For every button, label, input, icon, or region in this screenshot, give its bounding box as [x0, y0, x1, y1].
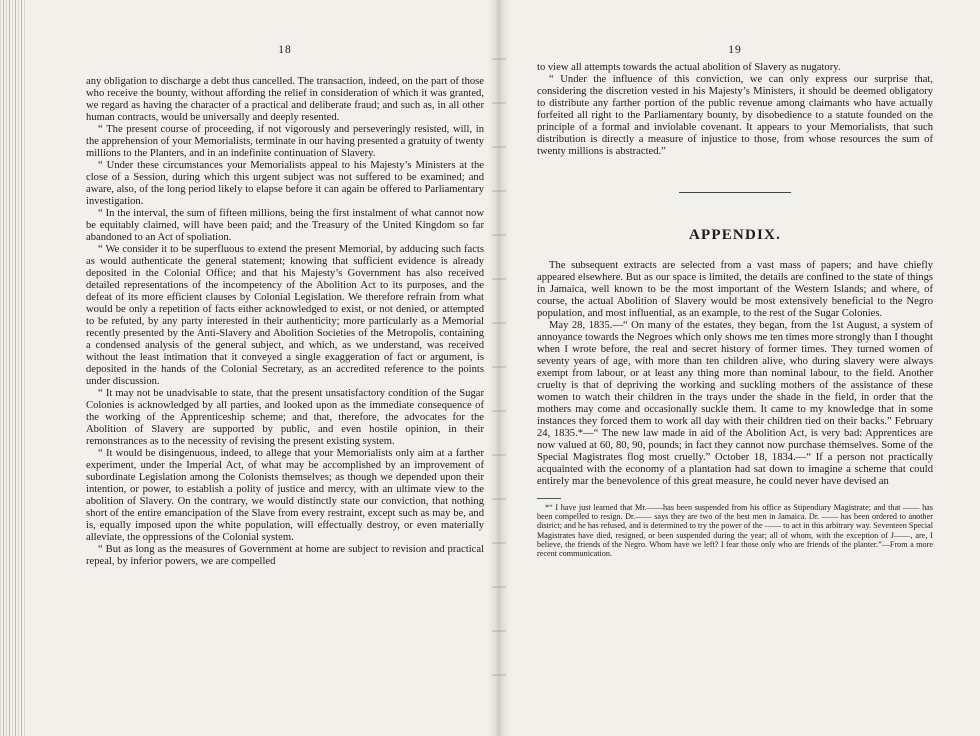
section-divider	[679, 192, 791, 193]
paragraph: “ It may not be unadvisable to state, that the present unsatisfactory condition of the Sugar Colonies is acknowledged by all parties, and looked upon as the immediate consequence of the working of the Apprenticeship scheme; and that, therefore, the advocates for the Abolition of Slavery are supported by public, and even hostile opinion, in their remonstrances as to the necessity of revising the present existing system.	[86, 388, 484, 447]
page-stack-edge	[0, 0, 26, 736]
paragraph: any obligation to discharge a debt thus cancelled. The transaction, indeed, on the part of those who receive the bounty, without affording the relief in consideration of which it was granted, we regard as having the character of a practical and deliberate fraud; and such as, in all other human contracts, would be universally and deeply resented.	[86, 76, 484, 123]
paragraph: “ Under these circumstances your Memorialists appeal to his Majesty’s Ministers at the close of a Session, during which this urgent subject was not suffered to be examined; and aware, also, of the long period likely to elapse before it can again be offered to Parliamentary investigation.	[86, 160, 484, 207]
footnote	[537, 498, 933, 558]
appendix-paragraph: May 28, 1835.—“ On many of the estates, they began, from the 1st August, a system of annoyance towards the Negroes which only shows me ten times more strongly than I thought when I wrote before, the real and secret history of former times. They turned women of seventy years of age, with more than ten children alive, who during slavery were always exempt from labour, or at least any thing more than nominal labour, to the field. Another cruelty is that of depriving the working and suckling mothers of the assistance of these women to watch their children in the trays under the shade in the field, in order that the mothers may come and occasionally suckle them. It came to my knowledge that in some instances they forced them to work all day with their children tied on their backs.” February 24, 1835.*—“ The new law made in aid of the Abolition Act, is very bad: Apprentices are now valued at 60, 80, 90, pounds; in fact they cannot now purchase themselves. Some of the Special Magistrates flog most cruelly.” October 18, 1834.—“ If a person not practically acquainted with the economy of a plantation had sat down to imagine a scheme that could entirely mar the benevolence of this great measure, he could never have devised an	[537, 320, 933, 487]
right-page-text	[537, 62, 933, 488]
paragraph: to view all attempts towards the actual abolition of Slavery as nugatory.	[537, 62, 841, 73]
appendix-paragraph: The subsequent extracts are selected from a vast mass of papers; and have chiefly appeared elsewhere. But as our space is limited, the details are confined to the state of things in Jamaica, well known to be the most important of the Western Islands; and where, of course, the actual Abolition of Slavery would be most extensively beneficial to the Negro population, and most influential, as an example, to the rest of the Sugar Colonies.	[537, 260, 933, 319]
footnote-rule	[537, 498, 561, 499]
page-number-left: 18	[278, 44, 292, 56]
page-number-right: 19	[728, 44, 742, 56]
paragraph: “ In the interval, the sum of fifteen millions, being the first instalment of what cannot now be equitably claimed, will have been paid; and the Treasury of the United Kingdom so far abandoned to an Act of spoliation.	[86, 208, 484, 243]
paragraph: “ We consider it to be superfluous to extend the present Memorial, by adducing such facts as would authenticate the general statement; knowing that sufficient evidence is already deposited in the Colonial Office; and that his Majesty’s Government has also received detailed representations of the incompetency of the Abolition Act to its purposes, and the defeat of its more efficient clauses by Colonial Legislation. We therefore refrain from what would be only a repetition of facts either acknowledged to exist, or not denied, or attempted to be refuted, by any party interested in their authenticity; more particularly as a Memorial recently presented by the Anti-Slavery and Abolition Societies of the Metropolis, containing a condensed analysis of the general subject, and which, as we understand, was received without the least intimation that it conveyed a single exaggeration of fact or argument, is deposited in the hands of the Colonial Secretary, as an accredited reference to the points under discussion.	[86, 244, 484, 387]
paragraph: “ Under the influence of this conviction, we can only express our surprise that, considering the discretion vested in his Majesty’s Ministers, it should be deemed obligatory to distribute any farther portion of the public revenue among claimants who have actually forfeited all right to the Parliamentary bounty, by disobedience to a statute founded on the principle of a formal and inviolable covenant. It appears to your Memorialists, that such distribution is directly a measure of injustice to those, from whose resources the sum of twenty millions is abstracted.”	[537, 74, 933, 157]
footnote-text: *“ I have just learned that Mr.——has been suspended from his office as Stipendiary Magistrate; and that —— has been compelled to resign. Dr.—— says they are two of the best men in Jamaica. Dr. —— has been ordered to another district; and he has refused, and is determined to try the power of the —— to act in this arbitrary way. Seventeen Special Magistrates have died, resigned, or been suspended during the year; all of whom, with the exception of J——, are, I believe, the friends of the Negro. Whom have we left? I fear those only who are friends of the planter.”—From a more recent communication.	[537, 503, 933, 559]
gutter-shadow	[492, 40, 506, 700]
paragraph: “ But as long as the measures of Government at home are subject to revision and practical repeal, by inferior powers, we are compelled	[86, 544, 484, 567]
paragraph: “ The present course of proceeding, if not vigorously and perseveringly resisted, will, in the apprehension of your Memorialists, terminate in our having presented a gratuity of twenty millions to the Planters, and in an indefinite continuation of Slavery.	[86, 124, 484, 159]
right-page	[537, 44, 933, 558]
appendix-heading: APPENDIX.	[688, 227, 782, 243]
left-page	[86, 44, 484, 568]
paragraph: “ It would be disingenuous, indeed, to allege that your Memorialists only aim at a farther experiment, under the Imperial Act, of what may be accomplished by an improvement of subordinate Legislation among the Colonists themselves; as though we depended upon their intention, or power, to establish a polity of justice and mercy, with an ultimate view to the abolition of Slavery. On the contrary, we would distinctly state our conviction, that nothing short of the entire emancipation of the Slave from every restraint, except such as may be, and is, equally imposed upon the white population, will effectually destroy, or even materially alleviate, the oppressions of the Colonial system.	[86, 448, 484, 543]
left-page-text	[86, 76, 484, 568]
